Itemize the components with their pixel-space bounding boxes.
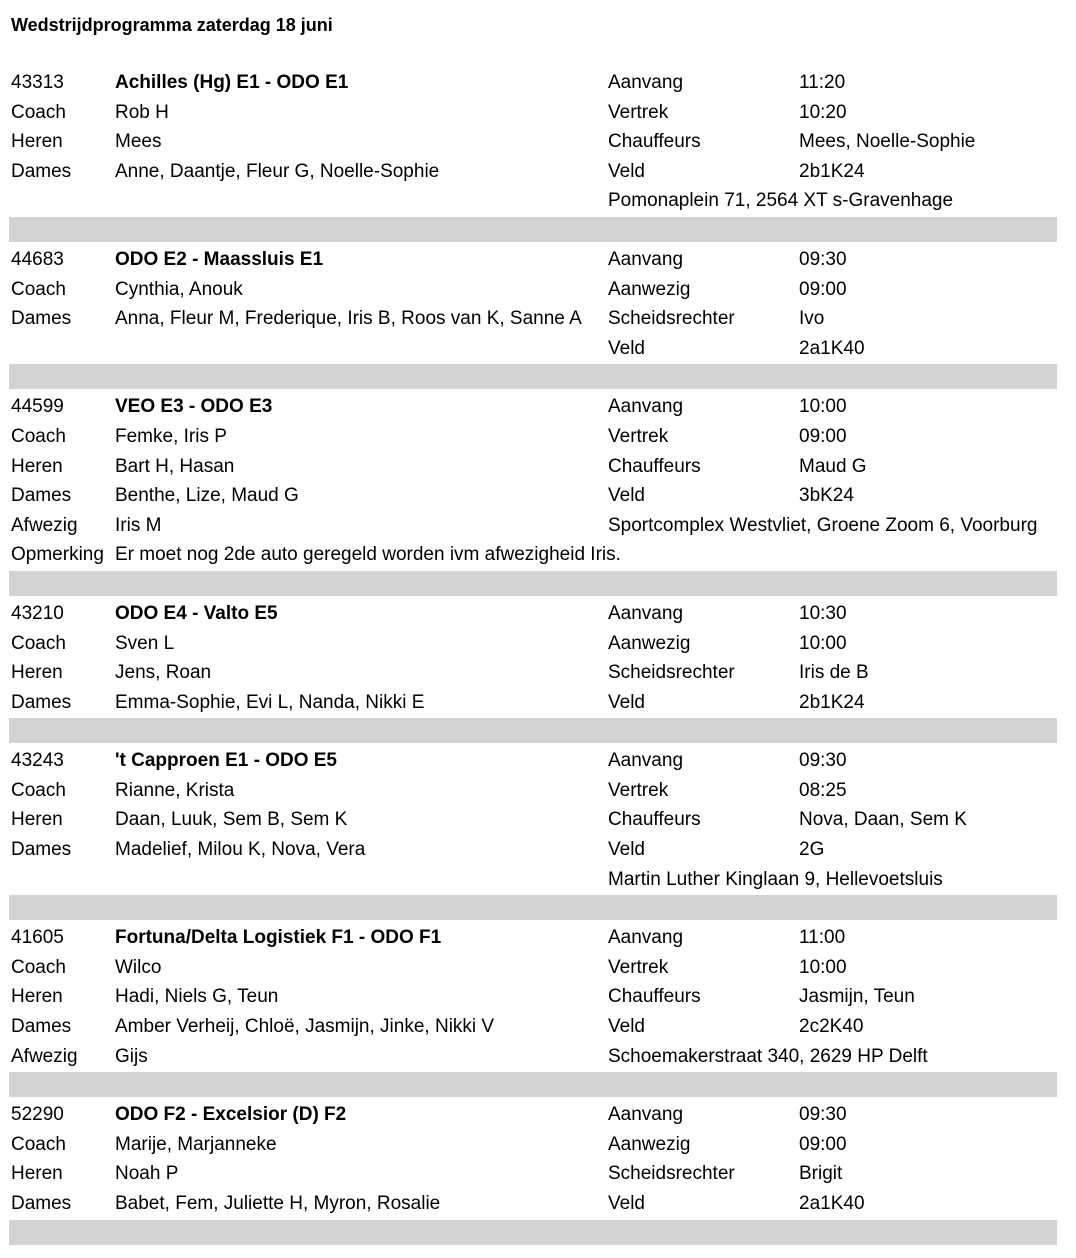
role-label: Afwezig bbox=[11, 514, 78, 536]
role-label: Coach bbox=[11, 1133, 66, 1155]
match-row bbox=[0, 127, 1076, 157]
match-separator bbox=[9, 217, 1057, 242]
match-row bbox=[0, 275, 1076, 305]
role-label: Coach bbox=[11, 278, 66, 300]
detail-value: 2c2K40 bbox=[799, 1016, 864, 1038]
detail-value: 09:30 bbox=[799, 248, 847, 270]
detail-label: Aanwezig bbox=[608, 1133, 691, 1155]
match-row bbox=[0, 658, 1076, 688]
role-label: Heren bbox=[11, 455, 63, 477]
match-block bbox=[0, 392, 1076, 570]
detail-value: 10:20 bbox=[799, 101, 847, 123]
match-row bbox=[0, 304, 1076, 334]
role-label: Heren bbox=[11, 986, 63, 1008]
detail-value: Nova, Daan, Sem K bbox=[799, 809, 967, 831]
detail-label: Scheidsrechter bbox=[608, 662, 735, 684]
match-row bbox=[0, 953, 1076, 983]
detail-label: Veld bbox=[608, 1016, 645, 1038]
match-row bbox=[0, 186, 1076, 216]
role-label: Dames bbox=[11, 839, 72, 861]
role-names: Anne, Daantje, Fleur G, Noelle-Sophie bbox=[115, 160, 440, 182]
match-row bbox=[0, 1130, 1076, 1160]
detail-value: 2a1K40 bbox=[799, 337, 865, 359]
match-number: 43313 bbox=[11, 72, 64, 93]
role-names: Amber Verheij, Chloë, Jasmijn, Jinke, Nikki V bbox=[115, 1016, 495, 1038]
role-names: Hadi, Niels G, Teun bbox=[115, 986, 279, 1008]
detail-label: Aanvang bbox=[608, 927, 684, 949]
match-program bbox=[0, 68, 1076, 1248]
match-row bbox=[0, 452, 1076, 482]
venue-address: Pomonaplein 71, 2564 XT s-Gravenhage bbox=[608, 190, 954, 212]
match-header-row bbox=[0, 68, 1076, 98]
match-row bbox=[0, 1042, 1076, 1072]
detail-value: 3bK24 bbox=[799, 485, 854, 507]
detail-label: Aanvang bbox=[608, 602, 684, 624]
detail-value: 10:00 bbox=[799, 396, 847, 418]
role-label: Heren bbox=[11, 1163, 63, 1185]
role-label: Coach bbox=[11, 632, 66, 654]
venue-address: Schoemakerstraat 340, 2629 HP Delft bbox=[608, 1045, 928, 1067]
detail-label: Chauffeurs bbox=[608, 986, 701, 1008]
role-label: Heren bbox=[11, 662, 63, 684]
detail-label: Scheidsrechter bbox=[608, 1163, 735, 1185]
match-row bbox=[0, 157, 1076, 187]
match-row bbox=[0, 422, 1076, 452]
detail-value: 08:25 bbox=[799, 779, 847, 801]
role-label: Dames bbox=[11, 1016, 72, 1038]
role-names: Iris M bbox=[115, 514, 162, 536]
role-label: Dames bbox=[11, 485, 72, 507]
role-names: Marije, Marjanneke bbox=[115, 1133, 277, 1155]
detail-value: 10:00 bbox=[799, 956, 847, 978]
detail-label: Aanvang bbox=[608, 750, 684, 772]
match-separator bbox=[9, 571, 1057, 596]
detail-label: Vertrek bbox=[608, 425, 669, 447]
detail-label: Veld bbox=[608, 160, 645, 182]
detail-value: 09:00 bbox=[799, 1133, 847, 1155]
match-row bbox=[0, 629, 1076, 659]
match-row bbox=[0, 776, 1076, 806]
role-names: Sven L bbox=[115, 632, 175, 654]
remark-text: Er moet nog 2de auto geregeld worden ivm afwezigheid Iris. bbox=[115, 544, 621, 566]
role-names: Emma-Sophie, Evi L, Nanda, Nikki E bbox=[115, 691, 425, 713]
match-separator bbox=[9, 364, 1057, 389]
detail-label: Veld bbox=[608, 337, 645, 359]
match-number: 43210 bbox=[11, 602, 64, 624]
detail-value: Mees, Noelle-Sophie bbox=[799, 131, 976, 153]
detail-label: Aanvang bbox=[608, 396, 684, 418]
role-names: Rianne, Krista bbox=[115, 779, 235, 801]
match-separator bbox=[9, 718, 1057, 743]
match-block bbox=[0, 68, 1076, 216]
detail-value: Jasmijn, Teun bbox=[799, 986, 915, 1008]
detail-value: Iris de B bbox=[799, 662, 869, 684]
match-block bbox=[0, 245, 1076, 363]
role-names: Femke, Iris P bbox=[115, 425, 227, 447]
match-header-row bbox=[0, 245, 1076, 275]
role-label: Coach bbox=[11, 956, 66, 978]
match-header-row bbox=[0, 1100, 1076, 1130]
match-separator bbox=[9, 1220, 1057, 1245]
detail-label: Chauffeurs bbox=[608, 809, 701, 831]
match-block bbox=[0, 599, 1076, 717]
role-label: Dames bbox=[11, 308, 72, 330]
page-title: Wedstrijdprogramma zaterdag 18 juni bbox=[11, 15, 333, 35]
detail-value: 09:00 bbox=[799, 278, 847, 300]
match-teams: 't Capproen E1 - ODO E5 bbox=[115, 750, 337, 772]
detail-value: Brigit bbox=[799, 1163, 843, 1185]
match-row bbox=[0, 334, 1076, 364]
match-separator bbox=[9, 1072, 1057, 1097]
match-teams: ODO F2 - Excelsior (D) F2 bbox=[115, 1104, 347, 1126]
detail-value: Maud G bbox=[799, 455, 867, 477]
match-header-row bbox=[0, 923, 1076, 953]
role-label: Dames bbox=[11, 160, 72, 182]
role-label: Coach bbox=[11, 425, 66, 447]
detail-label: Veld bbox=[608, 691, 645, 713]
match-teams: Achilles (Hg) E1 - ODO E1 bbox=[115, 72, 349, 93]
role-names: Rob H bbox=[115, 101, 169, 123]
role-names: Bart H, Hasan bbox=[115, 455, 235, 477]
role-label: Afwezig bbox=[11, 1045, 78, 1067]
detail-value: Ivo bbox=[799, 308, 825, 330]
match-number: 44683 bbox=[11, 248, 64, 270]
detail-label: Chauffeurs bbox=[608, 131, 701, 153]
match-separator bbox=[9, 895, 1057, 920]
match-remark-row bbox=[0, 540, 1076, 570]
role-names: Babet, Fem, Juliette H, Myron, Rosalie bbox=[115, 1193, 441, 1214]
match-row bbox=[0, 805, 1076, 835]
match-row bbox=[0, 1189, 1076, 1219]
detail-label: Aanvang bbox=[608, 248, 684, 270]
detail-value: 10:00 bbox=[799, 632, 847, 654]
match-row bbox=[0, 835, 1076, 865]
detail-value: 09:30 bbox=[799, 750, 847, 772]
role-names: Jens, Roan bbox=[115, 662, 212, 684]
role-label: Dames bbox=[11, 691, 72, 713]
detail-label: Chauffeurs bbox=[608, 455, 701, 477]
detail-value: 10:30 bbox=[799, 602, 847, 624]
match-row bbox=[0, 98, 1076, 128]
match-teams: VEO E3 - ODO E3 bbox=[115, 396, 273, 418]
match-row bbox=[0, 688, 1076, 718]
remark-label: Opmerking bbox=[11, 544, 104, 566]
detail-value: 11:00 bbox=[799, 927, 846, 949]
match-number: 41605 bbox=[11, 927, 64, 949]
role-label: Coach bbox=[11, 779, 66, 801]
match-row bbox=[0, 511, 1076, 541]
detail-value: 09:30 bbox=[799, 1104, 847, 1126]
detail-label: Aanwezig bbox=[608, 632, 691, 654]
detail-label: Aanwezig bbox=[608, 278, 691, 300]
detail-label: Aanvang bbox=[608, 1104, 684, 1126]
role-names: Gijs bbox=[115, 1045, 148, 1067]
detail-label: Veld bbox=[608, 839, 645, 861]
detail-label: Veld bbox=[608, 485, 645, 507]
match-number: 44599 bbox=[11, 396, 64, 418]
detail-label: Vertrek bbox=[608, 101, 669, 123]
match-teams: Fortuna/Delta Logistiek F1 - ODO F1 bbox=[115, 927, 442, 949]
match-block bbox=[0, 923, 1076, 1071]
detail-label: Vertrek bbox=[608, 956, 669, 978]
detail-label: Veld bbox=[608, 1193, 645, 1214]
match-block bbox=[0, 746, 1076, 894]
role-names: Benthe, Lize, Maud G bbox=[115, 485, 299, 507]
detail-value: 2G bbox=[799, 839, 825, 861]
match-row bbox=[0, 865, 1076, 895]
match-teams: ODO E4 - Valto E5 bbox=[115, 602, 278, 624]
detail-value: 2b1K24 bbox=[799, 691, 865, 713]
detail-value: 2b1K24 bbox=[799, 160, 865, 182]
detail-value: 09:00 bbox=[799, 425, 847, 447]
venue-address: Martin Luther Kinglaan 9, Hellevoetsluis bbox=[608, 868, 943, 890]
match-number: 52290 bbox=[11, 1104, 64, 1126]
match-header-row bbox=[0, 392, 1076, 422]
role-names: Wilco bbox=[115, 956, 162, 978]
match-teams: ODO E2 - Maassluis E1 bbox=[115, 248, 324, 270]
match-row bbox=[0, 982, 1076, 1012]
match-header-row bbox=[0, 599, 1076, 629]
match-row bbox=[0, 1012, 1076, 1042]
role-names: Cynthia, Anouk bbox=[115, 278, 243, 300]
role-label: Heren bbox=[11, 809, 63, 831]
detail-label: Vertrek bbox=[608, 779, 669, 801]
detail-value: 11:20 bbox=[799, 72, 846, 93]
role-names: Anna, Fleur M, Frederique, Iris B, Roos van K, Sanne A bbox=[115, 308, 582, 330]
match-row bbox=[0, 481, 1076, 511]
venue-address: Sportcomplex Westvliet, Groene Zoom 6, Voorburg bbox=[608, 514, 1038, 536]
role-label: Coach bbox=[11, 101, 66, 123]
match-row bbox=[0, 1159, 1076, 1189]
role-label: Dames bbox=[11, 1193, 72, 1214]
match-number: 43243 bbox=[11, 750, 64, 772]
role-names: Daan, Luuk, Sem B, Sem K bbox=[115, 809, 348, 831]
match-block bbox=[0, 1100, 1076, 1218]
detail-label: Aanvang bbox=[608, 72, 684, 93]
detail-value: 2a1K40 bbox=[799, 1193, 865, 1214]
detail-label: Scheidsrechter bbox=[608, 308, 735, 330]
role-names: Madelief, Milou K, Nova, Vera bbox=[115, 839, 366, 861]
match-header-row bbox=[0, 746, 1076, 776]
role-label: Heren bbox=[11, 131, 63, 153]
role-names: Noah P bbox=[115, 1163, 179, 1185]
role-names: Mees bbox=[115, 131, 162, 153]
